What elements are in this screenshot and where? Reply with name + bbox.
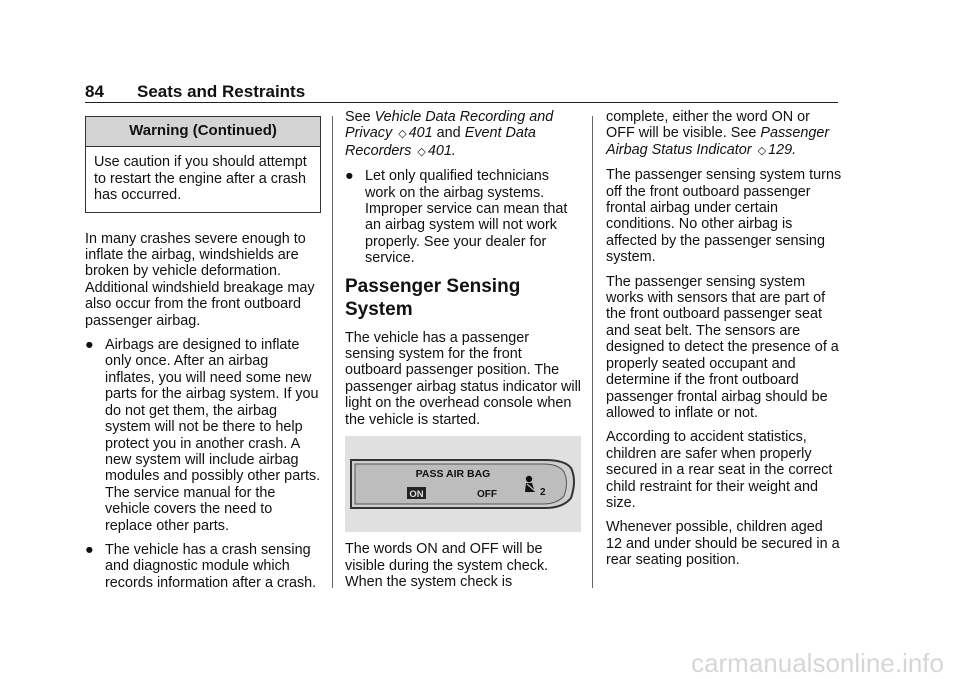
cross-reference-link[interactable]: Vehicle Data Recording and Privacy [345, 109, 554, 142]
reference-paragraph [345, 109, 581, 160]
paragraph: The passenger sensing system turns off the front outboard passenger frontal airbag under certain conditions. No other airbag is affected by the passenger sensing system. [606, 167, 842, 266]
column-right [606, 109, 842, 577]
bullet-item [345, 168, 581, 266]
paragraph: The passenger sensing system works with sensors that are part of the front outboard passenger seat and seat belt. The sensors are designed to detect the presence of a properly seated occupant and determine if the front outboard passenger frontal airbag should be allowed to inflate or not. [606, 273, 839, 421]
page-ref-icon: ◇ [417, 145, 426, 158]
watermark: carmanualsonline.info [691, 648, 944, 678]
warning-title: Warning (Continued) [86, 117, 320, 147]
page-number: 84 [85, 82, 104, 101]
airbag-status-indicator-figure [345, 436, 581, 532]
page-header [85, 80, 838, 103]
bullet-text: The vehicle has a crash sensing and diagnostic module which records information after a crash. [105, 541, 317, 591]
bullet-item [85, 337, 321, 534]
column-middle [345, 109, 581, 598]
page-ref-icon: ◇ [757, 144, 767, 157]
reference-paragraph [606, 109, 842, 159]
column-divider [332, 116, 333, 588]
cross-reference-link[interactable]: Event Data Recorders [345, 125, 536, 159]
paragraph: According to accident statistics, children are safer when properly secured in a rear seat in the correct child restraint for their weight and size. [606, 429, 833, 511]
off-indicator-text: OFF [477, 489, 497, 501]
column-divider [592, 116, 593, 588]
page-ref[interactable]: 129. [768, 141, 797, 158]
paragraph: In many crashes severe enough to inflate the airbag, windshields are broken by vehicle deformation. Additional windshield breakage may also occur from the front outboard passenger airbag. [85, 230, 315, 329]
page-ref-icon: ◇ [398, 128, 407, 141]
bullet-text: Let only qualified technicians work on the airbag systems. Improper service can mean that an airbag system will not work properly. See your dealer for service. [365, 168, 568, 267]
see-word: See [345, 109, 371, 125]
warning-box [85, 116, 321, 213]
on-indicator-text: ON [409, 489, 424, 501]
page-ref[interactable]: 401 [408, 125, 433, 142]
indicator-label: PASS AIR BAG [415, 468, 491, 481]
bullet-icon: ● [85, 337, 94, 354]
indicator-illustration [345, 436, 581, 532]
column-left [85, 116, 321, 599]
cross-reference-link[interactable]: Passenger Airbag Status Indicator [606, 125, 830, 158]
paragraph-text: complete, either the word ON or OFF will be visible. See [606, 109, 810, 142]
warning-text: Use caution if you should attempt to restart the engine after a crash has occurred. [94, 154, 307, 204]
bullet-item [85, 542, 321, 591]
paragraph: The vehicle has a passenger sensing system for the front outboard passenger position. The passenger airbag status indicator will light on the overhead console when the vehicle is started. [345, 329, 581, 428]
seat-number: 2 [540, 487, 546, 499]
and-word: and [436, 125, 461, 142]
bullet-icon: ● [345, 168, 354, 185]
page-ref[interactable]: 401. [427, 142, 456, 159]
page-title: Seats and Restraints [137, 82, 306, 101]
paragraph: Whenever possible, children aged 12 and under should be secured in a rear seating position. [606, 519, 840, 569]
bullet-text: Airbags are designed to inflate only once. After an airbag inflates, you will need some new parts for the airbag system. If you do not get them, the airbag system will not be there to help protect you in another crash. A new system will include airbag modules and possibly other parts. The service manual for the vehicle covers the need to replace other parts. [105, 337, 321, 534]
bullet-icon: ● [85, 541, 94, 558]
paragraph: The words ON and OFF will be visible during the system check. When the system check is [345, 541, 549, 590]
section-heading: Passenger Sensing System [345, 275, 521, 320]
